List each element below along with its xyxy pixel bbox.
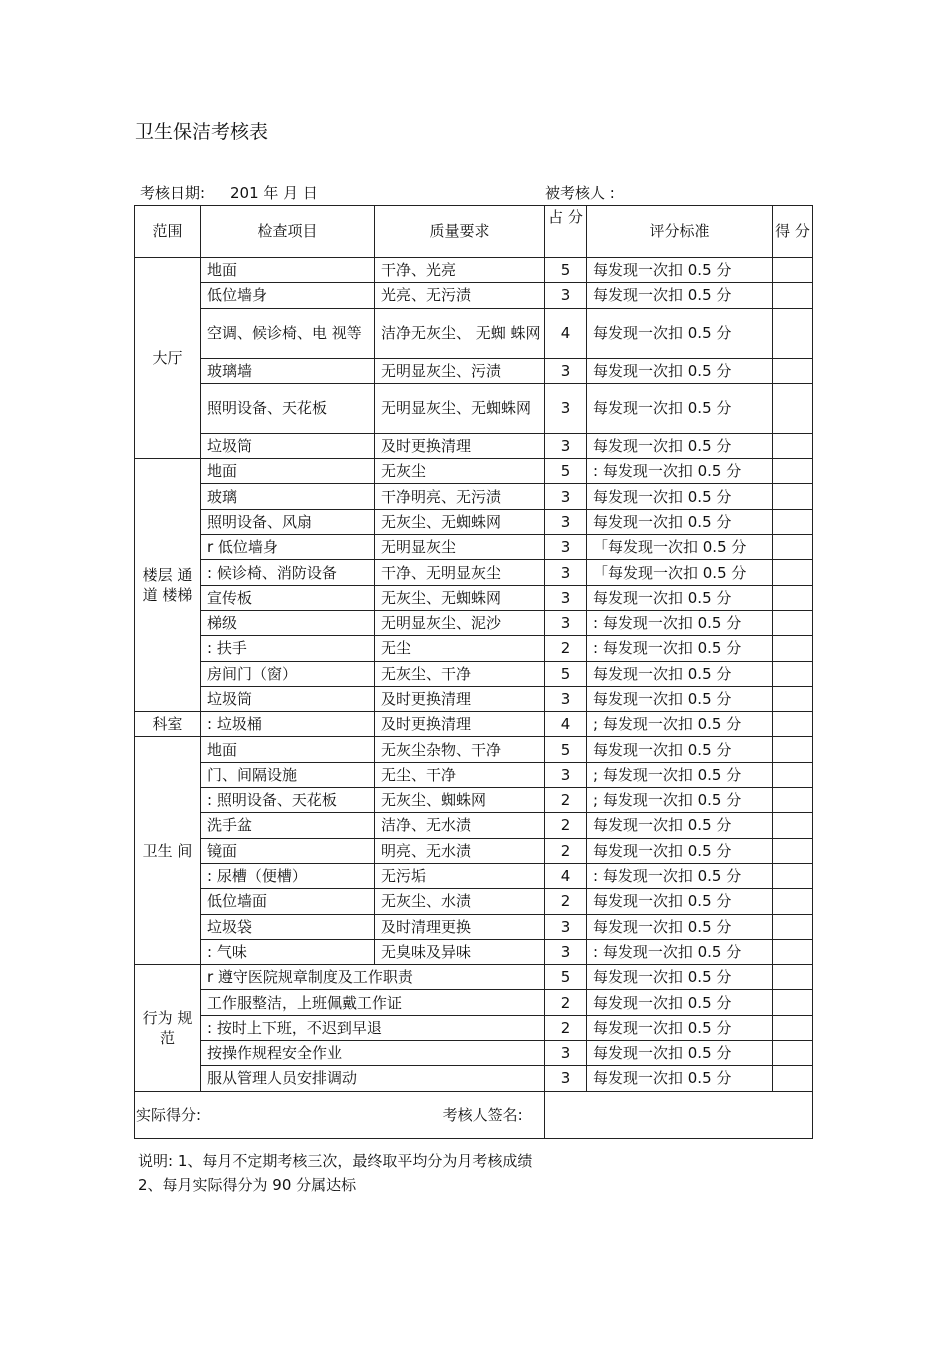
points-cell: 3	[545, 383, 587, 433]
assessment-table	[134, 205, 813, 1139]
score-cell	[773, 610, 813, 635]
points-cell: 3	[545, 433, 587, 458]
score-cell	[773, 838, 813, 863]
item-cell: : 扶手	[201, 636, 375, 661]
standard-cell: 「每发现一次扣 0.5 分	[587, 535, 773, 560]
table-row	[135, 433, 813, 458]
score-cell	[773, 459, 813, 484]
standard-cell: : 每发现一次扣 0.5 分	[587, 636, 773, 661]
score-cell	[773, 914, 813, 939]
quality-cell: 光亮、无污渍	[375, 283, 545, 308]
score-cell	[773, 383, 813, 433]
date-value: 201 年 月 日	[230, 184, 318, 202]
table-row	[135, 585, 813, 610]
header-standard: 评分标准	[587, 206, 773, 258]
table-row	[135, 939, 813, 964]
quality-cell: 干净、无明显灰尘	[375, 560, 545, 585]
header-quality: 质量要求	[375, 206, 545, 258]
actual-score-label	[135, 1091, 545, 1138]
table-row	[135, 560, 813, 585]
points-cell: 3	[545, 484, 587, 509]
item-cell: 门、间隔设施	[201, 762, 375, 787]
points-cell: 2	[545, 813, 587, 838]
quality-cell: 无灰尘杂物、干净	[375, 737, 545, 762]
table-row	[135, 459, 813, 484]
item-cell: : 垃圾桶	[201, 712, 375, 737]
score-cell	[773, 1066, 813, 1091]
score-cell	[773, 889, 813, 914]
quality-cell: 及时清理更换	[375, 914, 545, 939]
table-row	[135, 863, 813, 888]
table-row	[135, 788, 813, 813]
table-row	[135, 484, 813, 509]
actual-score-text: 实际得分:	[136, 1105, 202, 1124]
table-row	[135, 661, 813, 686]
standard-cell: 每发现一次扣 0.5 分	[587, 258, 773, 283]
score-cell	[773, 258, 813, 283]
quality-cell: 无臭味及异味	[375, 939, 545, 964]
score-cell	[773, 1015, 813, 1040]
item-cell: 垃圾筒	[201, 686, 375, 711]
table-row	[135, 762, 813, 787]
standard-cell: 每发现一次扣 0.5 分	[587, 1066, 773, 1091]
footer-empty	[545, 1091, 813, 1138]
item-cell: : 气味	[201, 939, 375, 964]
standard-cell: : 每发现一次扣 0.5 分	[587, 863, 773, 888]
points-cell: 3	[545, 610, 587, 635]
item-cell: : 候诊椅、消防设备	[201, 560, 375, 585]
standard-cell: 每发现一次扣 0.5 分	[587, 585, 773, 610]
score-cell	[773, 737, 813, 762]
score-cell	[773, 585, 813, 610]
standard-cell: 每发现一次扣 0.5 分	[587, 433, 773, 458]
score-cell	[773, 661, 813, 686]
table-row	[135, 535, 813, 560]
item-cell: 垃圾袋	[201, 914, 375, 939]
points-cell: 2	[545, 889, 587, 914]
date-label: 考核日期:	[140, 184, 206, 202]
score-cell	[773, 358, 813, 383]
table-row	[135, 965, 813, 990]
table-row	[135, 737, 813, 762]
table-row	[135, 686, 813, 711]
item-cell: 地面	[201, 737, 375, 762]
item-cell: 洗手盆	[201, 813, 375, 838]
table-row	[135, 1041, 813, 1066]
item-cell: 低位墙身	[201, 283, 375, 308]
points-cell: 4	[545, 308, 587, 358]
standard-cell: 每发现一次扣 0.5 分	[587, 509, 773, 534]
table-row	[135, 636, 813, 661]
score-cell	[773, 939, 813, 964]
points-cell: 3	[545, 1041, 587, 1066]
header-row	[135, 206, 813, 258]
points-cell: 3	[545, 1066, 587, 1091]
item-cell: 工作服整洁，上班佩戴工作证	[201, 990, 545, 1015]
quality-cell: 无灰尘、蜘蛛网	[375, 788, 545, 813]
score-cell	[773, 283, 813, 308]
points-cell: 4	[545, 712, 587, 737]
header-points: 占 分	[545, 206, 587, 258]
score-cell	[773, 712, 813, 737]
standard-cell: ; 每发现一次扣 0.5 分	[587, 788, 773, 813]
note-line-1: 说明: 1、每月不定期考核三次，最终取平均分为月考核成绩	[138, 1152, 533, 1170]
item-cell: 空调、候诊椅、电 视等	[201, 308, 375, 358]
points-cell: 2	[545, 788, 587, 813]
standard-cell: 每发现一次扣 0.5 分	[587, 484, 773, 509]
standard-cell: 每发现一次扣 0.5 分	[587, 813, 773, 838]
points-cell: 3	[545, 939, 587, 964]
score-cell	[773, 308, 813, 358]
quality-cell: 无灰尘	[375, 459, 545, 484]
quality-cell: 洁净、无水渍	[375, 813, 545, 838]
points-cell: 3	[545, 535, 587, 560]
standard-cell: 每发现一次扣 0.5 分	[587, 1015, 773, 1040]
score-cell	[773, 788, 813, 813]
score-cell	[773, 484, 813, 509]
standard-cell: 每发现一次扣 0.5 分	[587, 1041, 773, 1066]
item-cell: 服从管理人员安排调动	[201, 1066, 545, 1091]
score-cell	[773, 535, 813, 560]
points-cell: 3	[545, 509, 587, 534]
table-row	[135, 1015, 813, 1040]
item-cell: 按操作规程安全作业	[201, 1041, 545, 1066]
standard-cell: 「每发现一次扣 0.5 分	[587, 560, 773, 585]
assessor-sign-label: 考核人签名:	[442, 1105, 523, 1124]
table-row	[135, 308, 813, 358]
score-cell	[773, 965, 813, 990]
item-cell: 梯级	[201, 610, 375, 635]
points-cell: 3	[545, 358, 587, 383]
points-cell: 2	[545, 1015, 587, 1040]
standard-cell: 每发现一次扣 0.5 分	[587, 686, 773, 711]
score-cell	[773, 762, 813, 787]
table-row	[135, 889, 813, 914]
points-cell: 3	[545, 283, 587, 308]
points-cell: 3	[545, 914, 587, 939]
item-cell: : 按时上下班，不迟到早退	[201, 1015, 545, 1040]
points-cell: 2	[545, 636, 587, 661]
standard-cell: : 每发现一次扣 0.5 分	[587, 939, 773, 964]
page-title: 卫生保洁考核表	[135, 121, 269, 143]
points-cell: 5	[545, 258, 587, 283]
scope-cell: 大厅	[135, 258, 201, 459]
table-row	[135, 838, 813, 863]
score-cell	[773, 560, 813, 585]
quality-cell: 无灰尘、无蜘蛛网	[375, 509, 545, 534]
standard-cell: 每发现一次扣 0.5 分	[587, 308, 773, 358]
table-row	[135, 383, 813, 433]
standard-cell: ; 每发现一次扣 0.5 分	[587, 712, 773, 737]
table-row	[135, 813, 813, 838]
points-cell: 5	[545, 661, 587, 686]
table-row	[135, 283, 813, 308]
standard-cell: : 每发现一次扣 0.5 分	[587, 610, 773, 635]
points-cell: 2	[545, 990, 587, 1015]
points-cell: 2	[545, 838, 587, 863]
table-row	[135, 712, 813, 737]
standard-cell: 每发现一次扣 0.5 分	[587, 358, 773, 383]
item-cell: 玻璃墙	[201, 358, 375, 383]
score-cell	[773, 1041, 813, 1066]
quality-cell: 无灰尘、水渍	[375, 889, 545, 914]
quality-cell: 无灰尘、干净	[375, 661, 545, 686]
score-cell	[773, 636, 813, 661]
points-cell: 3	[545, 686, 587, 711]
quality-cell: 明亮、无水渍	[375, 838, 545, 863]
quality-cell: 无明显灰尘、泥沙	[375, 610, 545, 635]
standard-cell: 每发现一次扣 0.5 分	[587, 914, 773, 939]
item-cell: : 照明设备、天花板	[201, 788, 375, 813]
quality-cell: 洁净无灰尘、 无蜘 蛛网	[375, 308, 545, 358]
score-cell	[773, 990, 813, 1015]
table-body	[135, 258, 813, 1092]
note-line-2: 2、每月实际得分为 90 分属达标	[138, 1176, 357, 1194]
item-cell: 地面	[201, 258, 375, 283]
table-row	[135, 258, 813, 283]
item-cell: 地面	[201, 459, 375, 484]
scope-cell: 行为 规 范	[135, 965, 201, 1091]
assessee-label: 被考核人 :	[545, 184, 615, 202]
header-scope: 范围	[135, 206, 201, 258]
score-cell	[773, 863, 813, 888]
quality-cell: 干净明亮、无污渍	[375, 484, 545, 509]
standard-cell: ; 每发现一次扣 0.5 分	[587, 762, 773, 787]
standard-cell: 每发现一次扣 0.5 分	[587, 889, 773, 914]
item-cell: 镜面	[201, 838, 375, 863]
score-cell	[773, 686, 813, 711]
quality-cell: 无明显灰尘	[375, 535, 545, 560]
item-cell: 房间门（窗）	[201, 661, 375, 686]
score-cell	[773, 433, 813, 458]
table-row	[135, 990, 813, 1015]
item-cell: 宣传板	[201, 585, 375, 610]
points-cell: 4	[545, 863, 587, 888]
header-score: 得 分	[773, 206, 813, 258]
table-row	[135, 509, 813, 534]
quality-cell: 无尘	[375, 636, 545, 661]
table-row	[135, 1066, 813, 1091]
standard-cell: 每发现一次扣 0.5 分	[587, 965, 773, 990]
points-cell: 5	[545, 737, 587, 762]
item-cell: r 低位墙身	[201, 535, 375, 560]
scope-cell: 科室	[135, 712, 201, 737]
table-row	[135, 358, 813, 383]
points-cell: 5	[545, 965, 587, 990]
standard-cell: 每发现一次扣 0.5 分	[587, 737, 773, 762]
quality-cell: 无灰尘、无蜘蛛网	[375, 585, 545, 610]
quality-cell: 及时更换清理	[375, 712, 545, 737]
footer-row	[135, 1091, 813, 1138]
scope-cell: 卫生 间	[135, 737, 201, 965]
header-item: 检查项目	[201, 206, 375, 258]
standard-cell: 每发现一次扣 0.5 分	[587, 383, 773, 433]
standard-cell: 每发现一次扣 0.5 分	[587, 283, 773, 308]
item-cell: r 遵守医院规章制度及工作职责	[201, 965, 545, 990]
item-cell: 照明设备、风扇	[201, 509, 375, 534]
standard-cell: 每发现一次扣 0.5 分	[587, 661, 773, 686]
quality-cell: 干净、光亮	[375, 258, 545, 283]
scope-cell: 楼层 通道 楼梯	[135, 459, 201, 712]
table-row	[135, 610, 813, 635]
quality-cell: 无明显灰尘、污渍	[375, 358, 545, 383]
item-cell: 玻璃	[201, 484, 375, 509]
quality-cell: 及时更换清理	[375, 433, 545, 458]
standard-cell: : 每发现一次扣 0.5 分	[587, 459, 773, 484]
item-cell: 照明设备、天花板	[201, 383, 375, 433]
item-cell: : 尿槽（便槽）	[201, 863, 375, 888]
points-cell: 3	[545, 560, 587, 585]
quality-cell: 无尘、干净	[375, 762, 545, 787]
standard-cell: 每发现一次扣 0.5 分	[587, 990, 773, 1015]
points-cell: 5	[545, 459, 587, 484]
table-row	[135, 914, 813, 939]
quality-cell: 无污垢	[375, 863, 545, 888]
quality-cell: 及时更换清理	[375, 686, 545, 711]
score-cell	[773, 509, 813, 534]
points-cell: 3	[545, 762, 587, 787]
item-cell: 垃圾筒	[201, 433, 375, 458]
item-cell: 低位墙面	[201, 889, 375, 914]
score-cell	[773, 813, 813, 838]
points-cell: 3	[545, 585, 587, 610]
quality-cell: 无明显灰尘、无蜘蛛网	[375, 383, 545, 433]
standard-cell: 每发现一次扣 0.5 分	[587, 838, 773, 863]
